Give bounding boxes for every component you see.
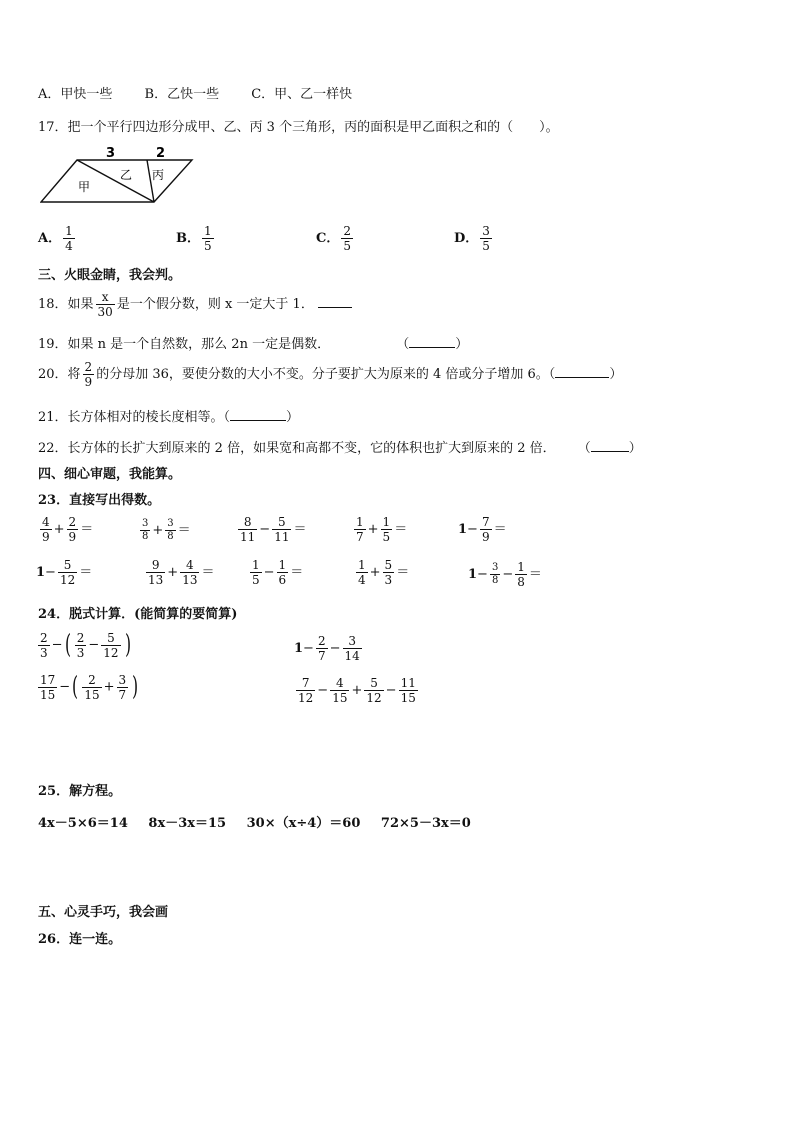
q17-option-c[interactable]: C． $\frac{2}{5}$ — [316, 224, 351, 253]
q16-option-c[interactable]: C．甲、乙一样快 — [251, 87, 353, 102]
figure-label-bing: 丙 — [152, 168, 165, 182]
figure-label-3: 3 — [106, 146, 116, 161]
q17-option-a[interactable]: A． $\frac{1}{4}$ — [38, 224, 73, 253]
q21: 21．长方体相对的棱长度相等。（ ） — [38, 410, 300, 425]
figure-label-jia: 甲 — [78, 180, 91, 194]
section-4-title: 四、细心审题，我能算。 — [38, 467, 182, 482]
q22-answer-blank[interactable] — [591, 451, 629, 452]
q23-r1-item-3: $\frac{8}{11}$ − $\frac{5}{11}$ ＝ — [240, 515, 307, 544]
q23-r2-item-1: 1− $\frac{5}{12}$ ＝ — [36, 558, 93, 587]
q22: 22．长方体的长扩大到原来的 2 倍，如果宽和高都不变，它的体积也扩大到原来的 2 倍． （ ） — [38, 441, 642, 456]
q24-expr-4: $\frac{7}{12}$ − $\frac{4}{15}$ + $\frac{5}{12}$ − $\frac{11}{15}$ — [298, 676, 416, 705]
q17-text: 17．把一个平行四边形分成甲、乙、丙 3 个三角形，丙的面积是甲乙面积之和的（ ）。 — [38, 120, 559, 135]
q24-title: 24．脱式计算．(能简算的要简算) — [38, 607, 238, 622]
figure-label-2: 2 — [156, 146, 166, 161]
q19: 19．如果 n 是一个自然数，那么 2n 一定是偶数． （ ） — [38, 337, 469, 352]
q24-expr-2: 1− $\frac{2}{7}$ − $\frac{3}{14}$ — [294, 634, 360, 663]
q25-title: 25．解方程。 — [38, 784, 122, 799]
q17-option-d[interactable]: D． $\frac{3}{5}$ — [454, 224, 490, 253]
q23-r1-item-1: $\frac{4}{9}$ + $\frac{2}{9}$ ＝ — [42, 515, 94, 544]
q23-title: 23．直接写出得数。 — [38, 493, 161, 508]
q16-options — [38, 83, 352, 102]
section-5-title: 五、心灵手巧，我会画 — [38, 905, 169, 920]
q19-answer-blank[interactable] — [409, 347, 455, 348]
q25-eq-4: 72×5－3x＝0 — [380, 816, 471, 831]
q25-eq-1: 4x－5×6＝14 — [38, 816, 128, 831]
q18-answer-blank[interactable] — [318, 307, 352, 308]
q20-answer-blank[interactable] — [555, 377, 609, 378]
parallelogram-figure — [40, 143, 200, 205]
q18: 18．如果 $\frac{x}{30}$ 是一个假分数，则 x 一定大于 1． — [38, 290, 352, 319]
q24-expr-3: $\frac{17}{15}$ −( $\frac{2}{15}$ + $\frac{3}{7}$ ) — [40, 672, 139, 702]
q23-r2-item-2: $\frac{9}{13}$ + $\frac{4}{13}$ ＝ — [148, 558, 215, 587]
section-3-title: 三、火眼金睛，我会判。 — [38, 268, 182, 283]
q20: 20．将 $\frac{2}{9}$ 的分母加 36，要使分数的大小不变。分子要扩大为原来的 4 倍或分子增加 6。（ ） — [38, 360, 623, 389]
q24-expr-1: $\frac{2}{3}$ −( $\frac{2}{3}$ − $\frac{5}{12}$ ) — [40, 630, 131, 660]
q23-r2-item-3: $\frac{1}{5}$ − $\frac{1}{6}$ ＝ — [252, 558, 304, 587]
q23-r2-item-4: $\frac{1}{4}$ + $\frac{5}{3}$ ＝ — [358, 558, 410, 587]
q16-option-a[interactable]: A．甲快一些 — [38, 87, 113, 102]
figure-label-yi: 乙 — [120, 168, 133, 182]
q23-r1-item-2: $\frac{3}{8}$ + $\frac{3}{8}$ ＝ — [142, 518, 191, 542]
q23-r1-item-4: $\frac{1}{7}$ + $\frac{1}{5}$ ＝ — [356, 515, 408, 544]
q23-r1-item-5: 1− $\frac{7}{9}$ ＝ — [458, 515, 507, 544]
q17-option-b[interactable]: B． $\frac{1}{5}$ — [176, 224, 212, 253]
q23-r2-item-5: 1− $\frac{3}{8}$ − $\frac{1}{8}$ ＝ — [468, 560, 542, 589]
q25-equations — [38, 812, 471, 831]
q25-eq-3: 30×（x÷4）＝60 — [246, 816, 361, 831]
q25-eq-2: 8x－3x＝15 — [148, 816, 227, 831]
q16-option-b[interactable]: B．乙快一些 — [144, 87, 220, 102]
q21-answer-blank[interactable] — [230, 420, 286, 421]
q26-title: 26．连一连。 — [38, 932, 122, 947]
